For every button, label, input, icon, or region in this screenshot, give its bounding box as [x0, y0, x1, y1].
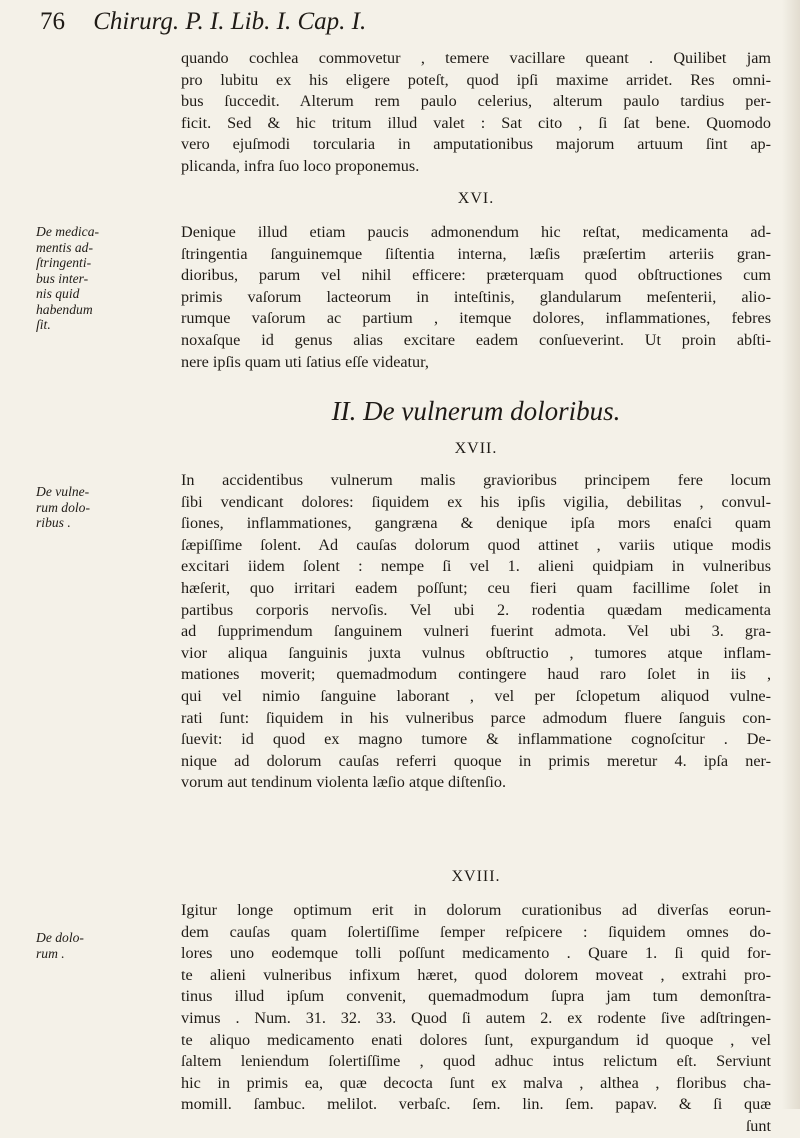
text-line: rumque vaſorum ac partium , itemque dolores, inflammationes, febres: [181, 309, 771, 328]
intro-paragraph: [181, 48, 771, 178]
text-line: bus ſuccedit. Alterum rem paulo celerius, alterum paulo tardius per-: [181, 92, 771, 111]
section-number: XVIII.: [451, 868, 501, 885]
section-paragraph: [181, 470, 771, 794]
text-line: te aliquo medicamento enati dolores ſunt, expurgandum id quoque , vel: [181, 1030, 771, 1049]
text-line: Igitur longe optimum erit in dolorum curationibus ad diverſas eorun-: [181, 901, 771, 919]
text-line: Denique illud etiam paucis admonendum hic reſtat, medicamenta ad-: [181, 223, 771, 241]
page-edge-shadow: [782, 0, 800, 1109]
chapter-heading: II. De vulnerum doloribus.: [331, 396, 621, 426]
text-line: primis vaſorum lacteorum in inteſtinis, glandularum meſenterii, alio-: [181, 287, 771, 306]
section-paragraph: [181, 900, 771, 1138]
section-number: XVI.: [457, 190, 495, 207]
text-line: dioribus, parum vel nihil efficere: præterquam quod obſtructiones cum: [181, 266, 771, 285]
text-line: partibus corporis nervoſis. Vel ubi 2. rodentia quædam medicamenta: [181, 600, 771, 619]
text-line: excitari iidem ſolent : nempe ſi vel 1. alieni quidpiam in vulneribus: [181, 557, 771, 576]
text-line: ficit. Sed & hic tritum illud valet : Sat cito , ſi ſat bene. Quomodo: [181, 113, 771, 132]
text-line: ſiones, inflammationes, gangræna & denique ipſa mors enaſci quam: [181, 514, 771, 533]
running-head: [40, 8, 740, 36]
text-line: vimus . Num. 31. 32. 33. Quod ſi autem 2. ex rodente ſive adſtringen-: [181, 1008, 771, 1027]
margin-note: De medica- mentis ad- ſtringenti- bus inter- nis quid habendum ſit.: [36, 224, 100, 332]
page-number: 76: [40, 8, 65, 35]
running-title: Chirurg. P. I. Lib. I. Cap. I.: [93, 8, 367, 35]
text-line: lores uno eodemque tolli poſſunt medicamento . Quare 1. ſi quid for-: [181, 944, 771, 963]
text-line: ſæpiſſime ſolent. Ad cauſas dolorum quod attinet , variis utique modis: [181, 535, 771, 554]
text-line: ad ſupprimendum ſanguinem vulneri fuerint admota. Vel ubi 3. gra-: [181, 622, 771, 641]
text-line: hæſerit, quo irritari eadem poſſunt; ceu fieri quam facillime ſolet in: [181, 578, 771, 597]
text-line: tinus illud ipſum convenit, quemadmodum ſupra jam tum demonſtra-: [181, 987, 771, 1006]
text-line: mationes moverit; quemadmodum contingere haud raro ſolet in iis ,: [181, 665, 771, 684]
text-line: In accidentibus vulnerum malis gravioribus principem fere locum: [181, 471, 771, 489]
text-line: vior aliqua ſanguinis juxta vulnus obſtructio , tumores atque inflam-: [181, 643, 771, 662]
text-line: ſaltem leniendum ſolertiſſime , quod adhuc intus relictum eſt. Serviunt: [181, 1052, 771, 1071]
text-line: vero ejuſmodi torcularia in amputationibus majorum artuum ſint ap-: [181, 135, 771, 154]
text-line: rati ſunt: ſiquidem in his vulneribus parce admodum fluere ſanguis con-: [181, 708, 771, 727]
catchword: ſunt: [745, 1116, 771, 1135]
text-line: vorum aut tendinum violenta læſio atque diſtenſio.: [181, 773, 507, 792]
text-line: hic in primis ea, quæ decocta ſunt ex malva , althea , floribus cha-: [181, 1073, 771, 1092]
text-line: quando cochlea commovetur , temere vacillare queant . Quilibet jam: [181, 49, 771, 67]
text-line: qui vel nimio ſanguine laborant , vel per ſclopetum aliquod vulne-: [181, 686, 771, 705]
text-line: ſibi vendicant dolores: ſiquidem ex his ipſis vigilia, debilitas , convul-: [181, 492, 771, 511]
text-line: te alieni vulneribus infixum hæret, quod dolorem moveat , extrahi pro-: [181, 965, 771, 984]
text-line: ſtringentia ſanguinemque ſiſtentia interna, læſis præſertim arteriis gran-: [181, 244, 771, 263]
text-line: nere ipſis quam uti ſatius eſſe videatur,: [181, 352, 429, 371]
text-line: dem cauſas quam ſolertiſſime ſemper reſpicere : ſiquidem omnes do-: [181, 922, 771, 941]
text-line: ſuevit: id quod ex magno tumore & inflammatione cognoſcitur . De-: [181, 730, 771, 749]
text-line: pro lubitu ex his eligere poteſt, quod ipſi maxime arridet. Res omni-: [181, 70, 771, 89]
text-line: noxaſque id genus alias excitare eadem conſueverint. Ut proin abſti-: [181, 330, 771, 349]
margin-note: De vulne- rum dolo- ribus .: [36, 484, 90, 530]
text-line: nique ad dolorum cauſas referri quoque in primis meretur 4. ipſa ner-: [181, 751, 771, 770]
margin-note: De dolo- rum .: [36, 930, 84, 961]
text-line: momill. ſambuc. melilot. verbaſc. ſem. lin. ſem. papav. & ſi quæ: [181, 1095, 771, 1114]
section-paragraph: [181, 222, 771, 373]
section-number: XVII.: [454, 440, 498, 457]
text-line: plicanda, infra ſuo loco proponemus.: [181, 156, 420, 175]
